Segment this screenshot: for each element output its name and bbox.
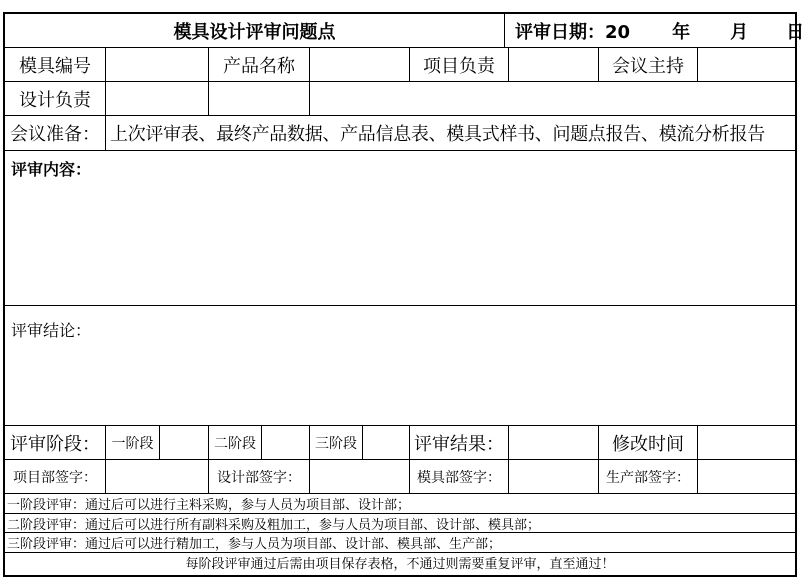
review-conclusion-label: 评审结论：	[11, 321, 92, 340]
review-content-label: 评审内容：	[11, 160, 92, 179]
design-owner-extra	[209, 82, 310, 116]
stage-2-label: 二阶段	[209, 426, 262, 460]
review-date-month: 月	[730, 21, 749, 43]
stage-2-field[interactable]	[262, 426, 310, 460]
form-table	[3, 12, 804, 577]
meeting-prep-content: 上次评审表、最终产品数据、产品信息表、模具式样书、问题点报告、模流分析报告	[106, 116, 795, 151]
modify-time-label: 修改时间	[599, 426, 698, 460]
row3-blank	[310, 82, 795, 116]
review-date-year: 年	[672, 21, 691, 43]
mold-no-label: 模具编号	[5, 48, 106, 82]
meeting-host-field[interactable]	[698, 48, 795, 82]
stage-1-field[interactable]	[160, 426, 209, 460]
production-sign-label: 生产部签字：	[599, 460, 698, 494]
form-title: 模具设计评审问题点	[5, 14, 505, 48]
review-stage-label: 评审阶段：	[5, 426, 106, 460]
production-sign-field[interactable]	[698, 460, 795, 494]
design-sign-field[interactable]	[310, 460, 410, 494]
mold-no-field[interactable]	[106, 48, 209, 82]
review-date-day: 日	[786, 21, 804, 43]
review-conclusion-area[interactable]	[5, 306, 795, 426]
product-name-field[interactable]	[310, 48, 410, 82]
review-content-area[interactable]	[5, 151, 795, 306]
design-sign-label: 设计部签字：	[209, 460, 310, 494]
stage-3-field[interactable]	[363, 426, 410, 460]
review-result-field[interactable]	[509, 426, 599, 460]
mold-sign-field[interactable]	[509, 460, 599, 494]
stage-3-note: 三阶段评审：通过后可以进行精加工，参与人员为项目部、设计部、模具部、生产部；	[5, 533, 795, 553]
meeting-host-label: 会议主持	[599, 48, 698, 82]
project-owner-field[interactable]	[509, 48, 599, 82]
modify-time-field[interactable]	[698, 426, 795, 460]
design-owner-field[interactable]	[106, 82, 209, 116]
project-sign-field[interactable]	[106, 460, 209, 494]
design-owner-label: 设计负责	[5, 82, 106, 116]
mold-sign-label: 模具部签字：	[410, 460, 509, 494]
review-date-label: 评审日期：20	[515, 21, 631, 43]
stage-2-note: 二阶段评审：通过后可以进行所有副料采购及粗加工，参与人员为项目部、设计部、模具部；	[5, 514, 795, 533]
review-date-block	[505, 14, 804, 48]
stage-1-label: 一阶段	[106, 426, 160, 460]
stage-1-note: 一阶段评审：通过后可以进行主料采购，参与人员为项目部、设计部；	[5, 494, 795, 514]
project-owner-label: 项目负责	[410, 48, 509, 82]
product-name-label: 产品名称	[209, 48, 310, 82]
meeting-prep-label: 会议准备：	[5, 116, 106, 151]
stage-3-label: 三阶段	[310, 426, 363, 460]
project-sign-label: 项目部签字：	[5, 460, 106, 494]
review-result-label: 评审结果：	[410, 426, 509, 460]
footer-note: 每阶段评审通过后需由项目保存表格，不通过则需要重复评审，直至通过！	[185, 556, 615, 572]
